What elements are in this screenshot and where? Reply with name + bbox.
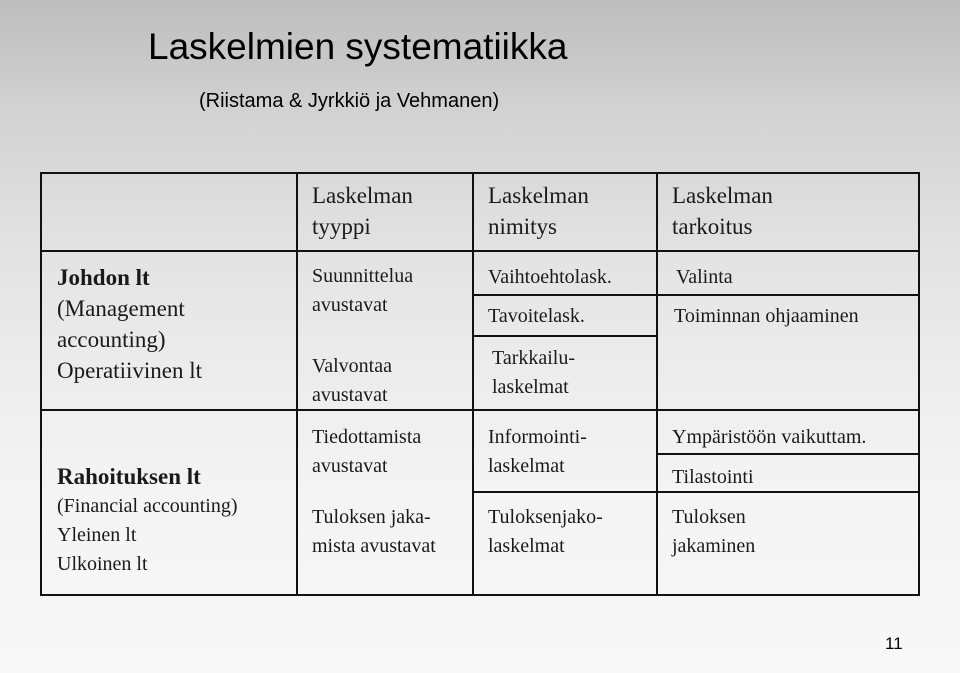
name-target-calc: Tavoitelask. (488, 305, 585, 327)
type-planning: Suunnittelua avustavat (312, 265, 414, 316)
management-label: Johdon lt (57, 265, 150, 290)
financial-accounting-cell: Rahoituksen lt (Financial accounting) Yleinen lt Ulkoinen lt (57, 461, 238, 579)
type-informing: Tiedottamista avustavat (312, 426, 422, 477)
name-profit-distribution-calc: Tuloksenjako- laskelmat (488, 506, 603, 557)
purpose-profit-distribution: Tuloksen jakaminen (672, 506, 756, 557)
name-monitoring-calc: Tarkkailu- laskelmat (492, 347, 576, 398)
purpose-statistics: Tilastointi (672, 466, 754, 488)
financial-label: Rahoituksen lt (57, 464, 201, 489)
purpose-steering: Toiminnan ohjaaminen (674, 305, 859, 327)
management-accounting-cell: Johdon lt (Management accounting) Operatiivinen lt (57, 262, 202, 386)
header-name: Laskelman nimitys (488, 183, 589, 239)
page-number: 11 (885, 634, 903, 653)
slide-title: Laskelmien systematiikka (148, 26, 568, 67)
name-informing-calc: Informointi- laskelmat (488, 426, 587, 477)
purpose-environment: Ympäristöön vaikuttam. (672, 426, 867, 448)
name-alternative-calc: Vaihtoehtolask. (488, 266, 612, 288)
slide-subtitle: (Riistama & Jyrkkiö ja Vehmanen) (199, 90, 500, 112)
type-profit-distribution: Tuloksen jaka- mista avustavat (312, 506, 436, 557)
header-purpose: Laskelman tarkoitus (672, 183, 773, 239)
type-control: Valvontaa avustavat (312, 355, 392, 406)
purpose-choice: Valinta (676, 266, 733, 288)
header-type: Laskelman tyyppi (312, 183, 413, 239)
